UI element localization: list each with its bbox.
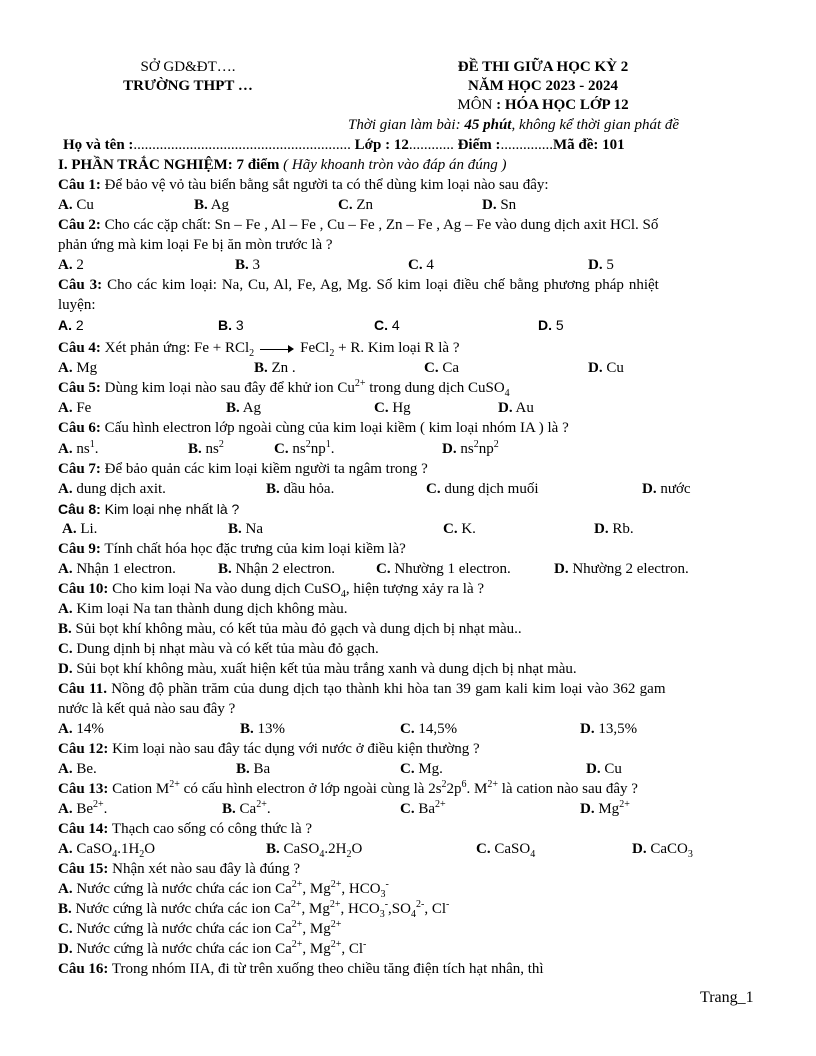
q13-option-b[interactable]: B. $Ca^{2+}$. [222, 799, 271, 817]
question-16: Câu 16: Trong nhóm IIA, đi từ trên xuống theo chiều tăng điện tích hạt nhân, thì [58, 961, 544, 977]
q4-option-a[interactable]: A. Mg [58, 360, 98, 376]
question-1: Câu 1: Để bảo vệ vỏ tàu biển bằng sắt người ta có thể dùng kim loại nào sau đây: [58, 177, 549, 193]
question-8: Câu 8: Kim loại nhẹ nhất là ? [58, 501, 240, 517]
q10-option-b[interactable]: B. Sủi bọt khí không màu, có kết tủa màu đỏ gạch và dung dịch bị nhạt màu.. [58, 621, 522, 637]
q14-option-c[interactable]: C. CaSO$_4$ [476, 841, 536, 860]
q3-option-a[interactable]: A. 2 [58, 317, 84, 333]
q3-option-d[interactable]: D. 5 [538, 317, 564, 333]
student-info-line [63, 136, 625, 155]
time-line: Thời gian làm bài: 45 phút, không kể thời gian phát đề [348, 117, 680, 133]
q5-option-c[interactable]: C. Hg [374, 400, 411, 416]
q1-option-b[interactable]: B. Ag [194, 197, 230, 213]
school-label: TRƯỜNG THPT … [123, 78, 253, 94]
school-year: NĂM HỌC 2023 - 2024 [468, 78, 618, 94]
question-11: Câu 11. Nồng độ phần trăm của dung dịch tạo thành khi hòa tan 39 gam kali kim loại vào 362 gam [58, 681, 666, 697]
q5-option-b[interactable]: B. Ag [226, 400, 262, 416]
q9-option-b[interactable]: B. Nhận 2 electron. [218, 561, 336, 577]
q7-option-c[interactable]: C. dung dịch muối [426, 481, 539, 497]
q15-option-b[interactable]: B. Nước cứng là nước chứa các ion $Ca^{2+}$, $Mg^{2+}$, $HCO_3^-,SO_4^{2-}$, Cl- [58, 899, 450, 920]
question-5: Câu 5: Dùng kim loại nào sau đây để khử ion $Cu^{2+}$ trong dung dịch CuSO$_4$ [58, 378, 510, 399]
question-3-cont: luyện: [58, 297, 96, 313]
q1-option-a[interactable]: A. Cu [58, 197, 94, 213]
q15-option-d[interactable]: D. Nước cứng là nước chứa các ion $Ca^{2+}$, $Mg^{2+}$, Cl- [58, 939, 367, 957]
q9-option-a[interactable]: A. Nhận 1 electron. [58, 561, 176, 577]
score-field[interactable]: .............. [500, 137, 553, 153]
q10-option-c[interactable]: C. Dung dịnh bị nhạt màu và có kết tủa màu đỏ gạch. [58, 641, 379, 657]
q2-option-a[interactable]: A. 2 [58, 257, 84, 273]
q14-option-d[interactable]: D. CaCO$_3$ [632, 841, 693, 860]
q1-option-c[interactable]: C. Zn [338, 197, 374, 213]
name-label: Họ và tên : [63, 137, 134, 153]
q2-option-c[interactable]: C. 4 [408, 257, 434, 273]
q10-option-d[interactable]: D. Sủi bọt khí không màu, xuất hiện kết tủa màu trắng xanh và dung dịch bị nhạt màu. [58, 661, 577, 677]
q14-option-b[interactable]: B. $CaSO_4.2H_2O$ [266, 841, 363, 860]
question-14: Câu 14: Thạch cao sống có công thức là ? [58, 821, 313, 837]
q12-option-a[interactable]: A. Be. [58, 761, 97, 777]
question-2-cont: phản ứng mà kim loại Fe bị ăn mòn trước là ? [58, 237, 333, 253]
q11-option-c[interactable]: C. 14,5% [400, 721, 458, 737]
question-2: Câu 2: Cho các cặp chất: Sn – Fe , Al – Fe , Cu – Fe , Zn – Fe , Ag – Fe vào dung dịch axit HCl. Số [58, 217, 659, 233]
q8-option-c[interactable]: C. K. [443, 521, 476, 537]
q7-option-b[interactable]: B. dầu hỏa. [266, 481, 335, 497]
q14-option-a[interactable]: A. $CaSO_4.1H_2O$ [58, 841, 156, 860]
q4-option-c[interactable]: C. Ca [424, 360, 460, 376]
q13-option-c[interactable]: C. $Ba^{2+}$ [400, 799, 446, 817]
q6-option-b[interactable]: B. $ns^2$ [188, 439, 224, 457]
q11-option-d[interactable]: D. 13,5% [580, 721, 638, 737]
q10-option-a[interactable]: A. Kim loại Na tan thành dung dịch không màu. [58, 601, 348, 617]
question-9: Câu 9: Tính chất hóa học đặc trưng của kim loại kiềm là? [58, 541, 406, 557]
question-15: Câu 15: Nhận xét nào sau đây là đúng ? [58, 861, 301, 877]
department-label: SỞ GD&ĐT…. [140, 59, 236, 75]
question-13: Câu 13: Cation $M^{2+}$ có cấu hình electron ở lớp ngoài cùng là $2s^22p^6$. $M^{2+}$ là cation nào sau đây ? [58, 779, 638, 797]
q8-option-b[interactable]: B. Na [228, 521, 264, 537]
q11-option-b[interactable]: B. 13% [240, 721, 286, 737]
q8-option-a[interactable]: A. Li. [62, 521, 98, 537]
section-title: I. PHẦN TRẮC NGHIỆM: 7 điểm ( Hãy khoanh tròn vào đáp án đúng ) [58, 157, 507, 173]
question-7: Câu 7: Để bảo quản các kim loại kiềm người ta ngâm trong ? [58, 461, 428, 477]
class-field[interactable]: ............ [408, 137, 454, 153]
q9-option-d[interactable]: D. Nhường 2 electron. [554, 561, 689, 577]
q3-option-c[interactable]: C. 4 [374, 317, 400, 333]
q9-option-c[interactable]: C. Nhường 1 electron. [376, 561, 511, 577]
q2-option-b[interactable]: B. 3 [235, 257, 261, 273]
q15-option-a[interactable]: A. Nước cứng là nước chứa các ion $Ca^{2+}$, $Mg^{2+}$, $HCO_3^-$ [58, 879, 389, 900]
q6-option-a[interactable]: A. $ns^1$. [58, 439, 99, 457]
exam-title: ĐỀ THI GIỮA HỌC KỲ 2 [457, 59, 629, 75]
q4-option-d[interactable]: D. Cu [588, 360, 624, 376]
question-4: Câu 4: Xét phản ứng: Fe + RCl$_2$ FeCl$_2$ + R. Kim loại R là ? [58, 340, 460, 359]
q7-option-a[interactable]: A. dung dịch axit. [58, 481, 166, 497]
question-3: Câu 3: Cho các kim loại: Na, Cu, Al, Fe, Ag, Mg. Số kim loại điều chế bằng phương pháp nhiệt [58, 277, 659, 293]
q6-option-d[interactable]: D. $ns^2np^2$ [442, 439, 499, 457]
page-number: Trang_1 [700, 989, 754, 1006]
q6-option-c[interactable]: C. $ns^2np^1$. [274, 439, 335, 457]
q15-option-c[interactable]: C. Nước cứng là nước chứa các ion $Ca^{2+}$, $Mg^{2+}$ [58, 919, 342, 937]
q12-option-c[interactable]: C. Mg. [400, 761, 443, 777]
q8-option-d[interactable]: D. Rb. [594, 521, 634, 537]
subject-line: MÔN : HÓA HỌC LỚP 12 [457, 97, 629, 113]
question-12: Câu 12: Kim loại nào sau đây tác dụng với nước ở điều kiện thường ? [58, 741, 480, 757]
name-field[interactable]: .......................................................... [133, 137, 351, 153]
q11-option-a[interactable]: A. 14% [58, 721, 104, 737]
q12-option-b[interactable]: B. Ba [236, 761, 271, 777]
q4-option-b[interactable]: B. Zn . [254, 360, 296, 376]
q13-option-d[interactable]: D. $Mg^{2+}$ [580, 799, 630, 817]
q3-option-b[interactable]: B. 3 [218, 317, 244, 333]
question-10: Câu 10: Cho kim loại Na vào dung dịch CuSO$_4$, hiện tượng xảy ra là ? [58, 581, 485, 600]
q5-option-d[interactable]: D. Au [498, 400, 534, 416]
question-6: Câu 6: Cấu hình electron lớp ngoài cùng của kim loại kiềm ( kim loại nhóm IA ) là ? [58, 420, 569, 436]
q13-option-a[interactable]: A. $Be^{2+}$. [58, 799, 108, 817]
reaction-arrow-icon [260, 344, 294, 354]
q12-option-d[interactable]: D. Cu [586, 761, 622, 777]
q5-option-a[interactable]: A. Fe [58, 400, 92, 416]
q2-option-d[interactable]: D. 5 [588, 257, 614, 273]
question-11-cont: nước là kết quả nào sau đây ? [58, 701, 236, 717]
exam-code: Mã đề: 101 [552, 137, 625, 153]
q1-option-d[interactable]: D. Sn [482, 197, 517, 213]
score-label: Điểm : [453, 137, 501, 153]
class-label: Lớp : 12 [350, 137, 409, 153]
q7-option-d[interactable]: D. nước [642, 481, 691, 497]
